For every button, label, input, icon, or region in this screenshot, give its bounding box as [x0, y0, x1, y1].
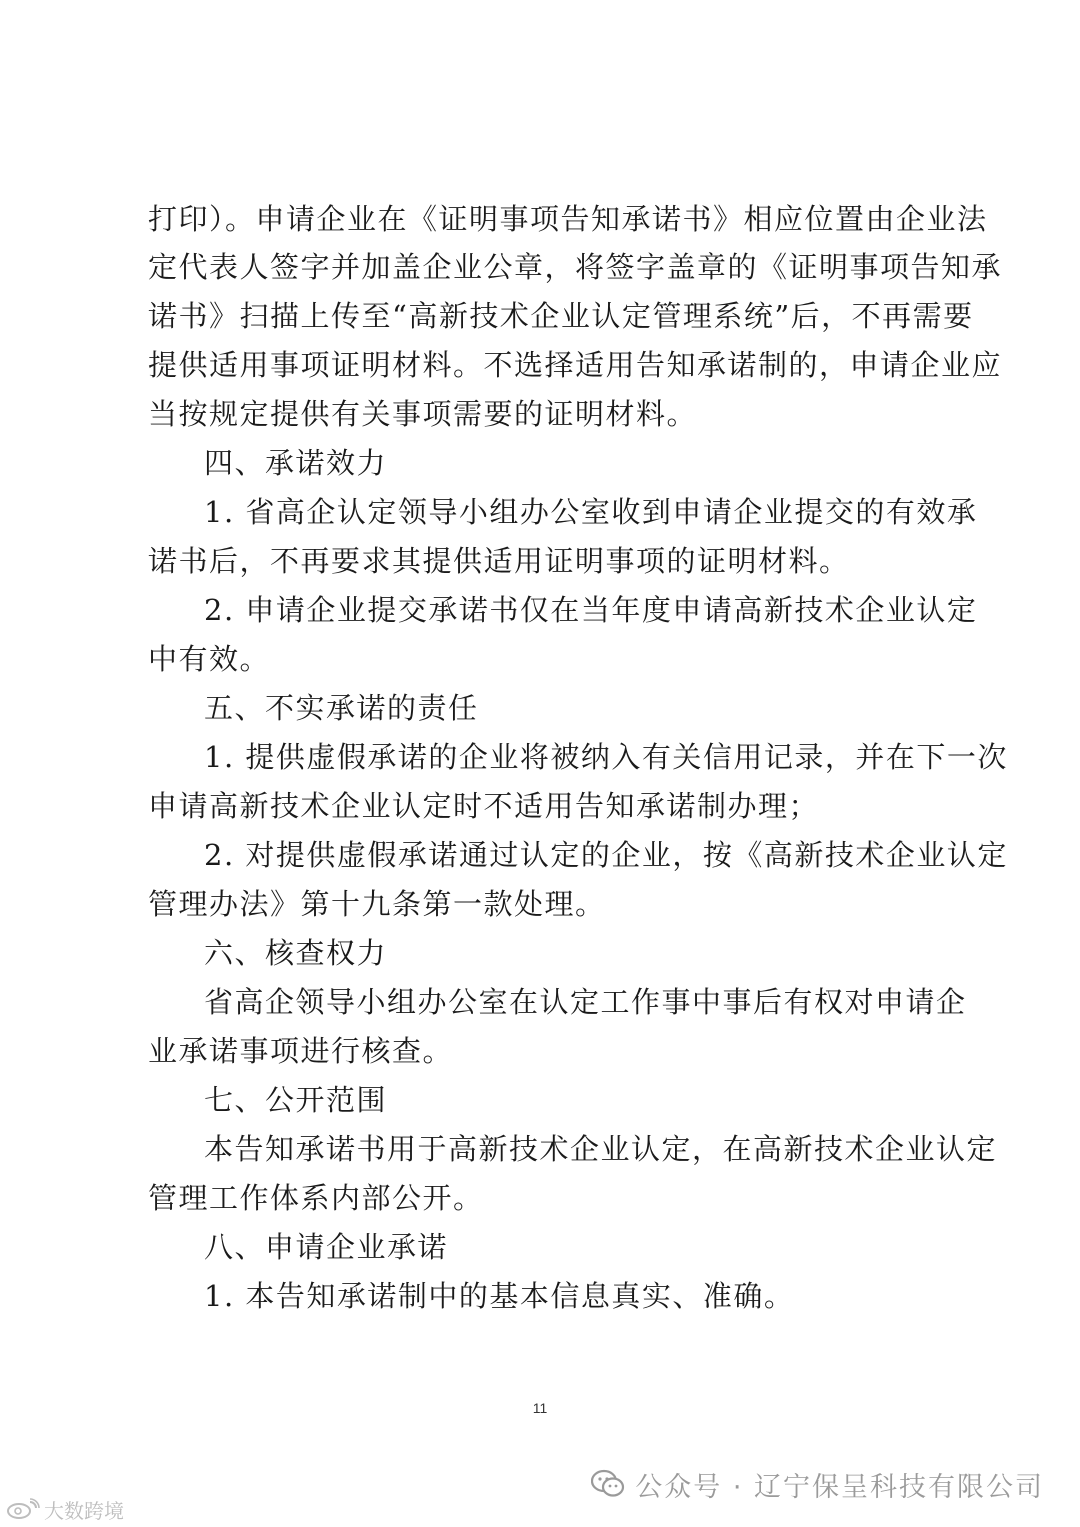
body-line: 本告知承诺书用于高新技术企业认定，在高新技术企业认定: [204, 1132, 998, 1166]
body-line: 管理办法》第十九条第一款处理。: [148, 887, 606, 921]
watermark-account-text: 公众号 · 辽宁保呈科技有限公司: [635, 1471, 1044, 1503]
body-line: 省高企领导小组办公室在认定工作事中事后有权对申请企: [204, 985, 967, 1019]
weibo-icon: [6, 1498, 40, 1520]
body-line: 2. 申请企业提交承诺书仅在当年度申请高新技术企业认定: [204, 593, 978, 627]
body-line: 打印）。申请企业在《证明事项告知承诺书》相应位置由企业法: [148, 202, 988, 236]
body-line: 2. 对提供虚假承诺通过认定的企业，按《高新技术企业认定: [204, 838, 1008, 872]
watermark-source: [6, 1494, 124, 1524]
body-line: 诺书》扫描上传至“高新技术企业认定管理系统”后，不再需要: [148, 299, 974, 333]
body-line: 1. 省高企认定领导小组办公室收到申请企业提交的有效承: [204, 495, 978, 529]
section-heading-8: 八、申请企业承诺: [204, 1230, 449, 1264]
section-heading-4: 四、承诺效力: [204, 446, 388, 480]
body-line: 诺书后，不再要求其提供适用证明事项的证明材料。: [148, 544, 850, 578]
body-line: 中有效。: [148, 642, 271, 676]
body-line: 管理工作体系内部公开。: [148, 1181, 484, 1215]
watermark-account: [591, 1464, 1044, 1504]
section-heading-5: 五、不实承诺的责任: [204, 691, 479, 725]
body-line: 1. 提供虚假承诺的企业将被纳入有关信用记录，并在下一次: [204, 740, 1008, 774]
page-number: 11: [532, 1400, 548, 1416]
body-line: 当按规定提供有关事项需要的证明材料。: [148, 397, 698, 431]
body-line: 1. 本告知承诺制中的基本信息真实、准确。: [204, 1279, 795, 1313]
section-heading-7: 七、公开范围: [204, 1083, 388, 1117]
section-heading-6: 六、核查权力: [204, 936, 388, 970]
watermark-source-text: 大数跨境: [44, 1498, 124, 1523]
body-line: 定代表人签字并加盖企业公章，将签字盖章的《证明事项告知承: [148, 250, 1003, 284]
body-line: 申请高新技术企业认定时不适用告知承诺制办理；: [148, 789, 820, 823]
body-line: 业承诺事项进行核查。: [148, 1034, 454, 1068]
body-line: 提供适用事项证明材料。不选择适用告知承诺制的，申请企业应: [148, 348, 1003, 382]
wechat-icon: [591, 1469, 625, 1499]
